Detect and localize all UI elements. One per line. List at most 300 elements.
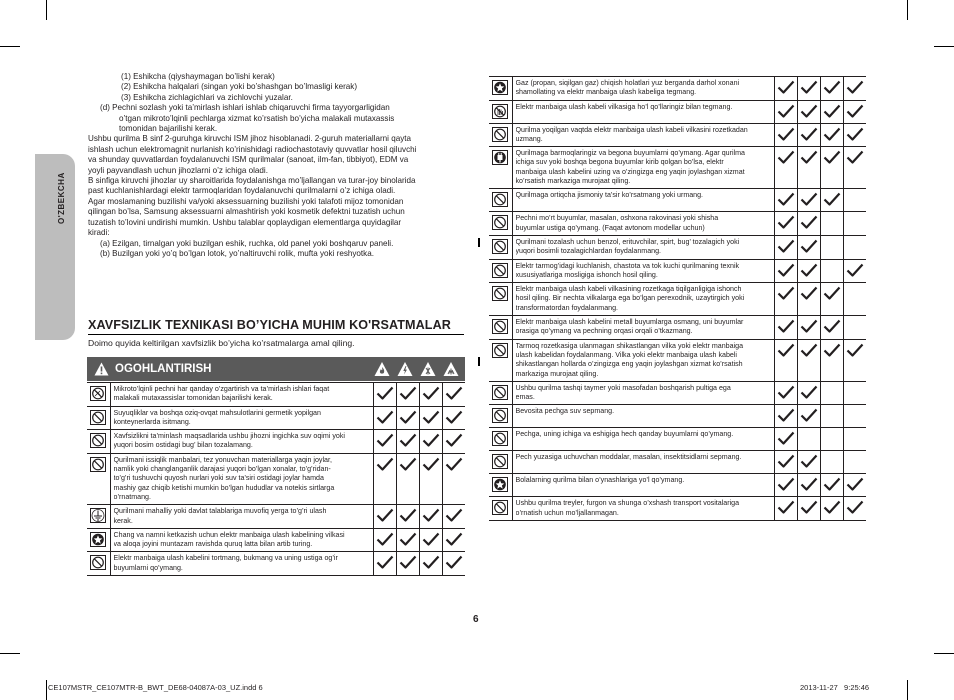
checkmark-icon xyxy=(777,478,795,495)
table-row xyxy=(489,451,866,474)
body-line: kiradi: xyxy=(88,228,110,238)
check-cell xyxy=(797,497,820,521)
row-text-line: orasiga qo’ymang va pechning orqasi orqali o’tkazmang. xyxy=(515,327,693,336)
row-icon-cell xyxy=(489,316,512,340)
section-subline: Doimo quyida keltirilgan xavfsizlik bo’yicha ko’rsatmalarga amal qiling. xyxy=(88,338,355,348)
row-text xyxy=(512,77,774,101)
check-cell xyxy=(843,212,866,236)
row-icon-cell xyxy=(489,212,512,236)
row-text-line: Mikroto’lqinli pechni har qanday o’zgartirish va ta’mirlash ishlari faqat xyxy=(113,385,330,393)
check-cell xyxy=(774,451,797,474)
checkmark-icon xyxy=(777,216,795,233)
checkmark-icon xyxy=(823,81,841,98)
checkmark-icon xyxy=(399,411,417,428)
prohibited-icon xyxy=(492,127,508,142)
row-icon-cell xyxy=(489,235,512,259)
no-disassemble-icon xyxy=(90,386,106,401)
table-row xyxy=(489,428,866,451)
check-cell xyxy=(820,235,843,259)
checkmark-icon xyxy=(777,264,795,281)
row-icon-cell xyxy=(87,383,110,407)
body-line: Ushbu qurilma B sinf 2-guruhga kiruvchi ISM jihoz hisoblanadi. 2-guruh materiallarni qayta xyxy=(88,134,412,144)
no-wet-hands-icon xyxy=(492,104,508,119)
body-line: (a) Ezilgan, tirnalgan yoki buzilgan eshik, ruchka, old panel yoki boshqaruv paneli. xyxy=(100,238,394,248)
table-row xyxy=(489,497,866,521)
body-line: past kuchlanishlardagi elektr tarmoqlaridan foydalanuvchi qurilmalarni o’z ichiga oladi. xyxy=(88,186,396,196)
checkmark-icon xyxy=(777,409,795,426)
checkmark-icon xyxy=(399,509,417,526)
checkmark-icon xyxy=(777,128,795,145)
checkmark-icon xyxy=(777,105,795,122)
prohibited-icon xyxy=(492,263,508,278)
row-text-line: Xavfsizlikni ta’minlash maqsadlarida ushbu jihozni ingichka suv oqimi yoki xyxy=(113,432,345,441)
row-text-line: Qurilmani tozalash uchun benzol, erituvchilar, spirt, bug’ tozalagich yoki xyxy=(515,237,740,246)
table-row xyxy=(87,528,465,552)
center-mark xyxy=(478,357,480,366)
check-cell xyxy=(774,283,797,316)
ground-icon xyxy=(90,508,106,523)
row-text xyxy=(110,505,373,529)
check-cell xyxy=(797,259,820,283)
table-row xyxy=(489,189,866,212)
row-text-line: Elektr tarmog’idagi kuchlanish, chastota va tok kuchi qurilmaning texnik xyxy=(515,261,740,270)
row-text-line: shikastlangan hollarda o’zingizga eng yaqin joylashgan xizmat ko’rsatish xyxy=(515,360,743,369)
prohibited-icon xyxy=(90,555,106,570)
body-line: (b) Buzilgan yoki yo’q bo’lgan lotok, yo’naltiruvchi rolik, mufta yoki reshyotka. xyxy=(100,248,374,258)
row-text xyxy=(512,381,774,405)
row-text-line: transformatordan foydalanmang. xyxy=(515,303,619,312)
row-text xyxy=(512,339,774,381)
table-row xyxy=(489,100,866,123)
checkmark-icon xyxy=(846,151,864,168)
row-text-line: uzmang. xyxy=(515,134,543,143)
check-cell xyxy=(820,497,843,521)
checkmark-icon xyxy=(777,151,795,168)
row-text-line: va aloqa joyini muntazam ravishda quruq latta bilan artib turing. xyxy=(113,540,313,549)
crop-mark xyxy=(46,0,47,20)
checkmark-icon xyxy=(800,151,818,168)
checkmark-icon xyxy=(800,478,818,495)
checkmark-icon xyxy=(823,128,841,145)
checkmark-icon xyxy=(376,533,394,550)
checkmark-icon xyxy=(777,455,795,472)
check-cell xyxy=(774,100,797,123)
row-text xyxy=(512,316,774,340)
prohibited-icon xyxy=(492,385,508,400)
check-cell xyxy=(373,552,396,576)
body-line: qilingan bo’lsa, Samsung aksessuarni almashtirish yoki kosmetik defektni tuzatish uchun xyxy=(88,207,405,217)
prohibited-icon xyxy=(90,457,106,472)
checkmark-icon xyxy=(823,478,841,495)
right-warning-table xyxy=(489,76,866,521)
prohibited-icon xyxy=(492,431,508,446)
checkmark-icon xyxy=(399,556,417,573)
body-line: Agar moslamaning buzilishi va/yoki aksessuarning buzilishi yoki talafoti mijoz tomonidan xyxy=(88,196,404,206)
table-row xyxy=(87,453,465,504)
checkmark-icon xyxy=(846,128,864,145)
row-text-line: Bevosita pechga suv sepmang. xyxy=(515,407,615,416)
row-text-line: Bolalarning qurilma bilan o’ynashlariga yo’l qo’ymang. xyxy=(515,476,685,485)
check-cell xyxy=(843,428,866,451)
checkmark-icon xyxy=(846,501,864,518)
checkmark-icon xyxy=(422,509,440,526)
row-text-line: Gaz (propan, siqilgan gaz) chiqish holatlari yuz berganda darhol xonani xyxy=(515,79,740,87)
check-cell xyxy=(797,451,820,474)
row-icon-cell xyxy=(87,430,110,454)
check-cell xyxy=(774,339,797,381)
row-text-line: o’rnatmang. xyxy=(113,492,151,501)
prohibited-icon xyxy=(90,410,106,425)
check-cell xyxy=(396,505,419,529)
prohibited-icon xyxy=(492,215,508,230)
prohibited-icon xyxy=(492,286,508,301)
row-icon-cell xyxy=(489,189,512,212)
row-text xyxy=(110,552,373,576)
checkmark-icon xyxy=(846,344,864,361)
row-text xyxy=(512,474,774,497)
section-heading: XAVFSIZLIK TEXNIKASI BO’YICHA MUHIM KO'RSATMALAR xyxy=(88,318,451,332)
row-icon-cell xyxy=(87,528,110,552)
row-text-line: xususiyatlariga mosligiga ishonch hosil qiling. xyxy=(515,270,658,279)
checkmark-icon xyxy=(800,105,818,122)
check-cell xyxy=(820,451,843,474)
checkmark-icon xyxy=(399,434,417,451)
check-cell xyxy=(396,528,419,552)
checkmark-icon xyxy=(376,458,394,475)
check-cell xyxy=(774,405,797,428)
table-row xyxy=(489,212,866,236)
check-cell xyxy=(797,381,820,405)
check-cell xyxy=(820,100,843,123)
row-text xyxy=(512,100,774,123)
checkmark-icon xyxy=(800,455,818,472)
row-icon-cell xyxy=(489,77,512,101)
crop-mark xyxy=(934,46,954,47)
check-cell xyxy=(442,552,465,576)
check-cell xyxy=(774,77,797,101)
check-cell xyxy=(797,235,820,259)
row-icon-cell xyxy=(489,428,512,451)
check-cell xyxy=(774,259,797,283)
table-row xyxy=(489,147,866,189)
row-text-line: shamollating va elektr manbaiga ulash kabeliga tegmang. xyxy=(515,88,697,97)
check-cell xyxy=(442,453,465,504)
crop-mark xyxy=(934,653,954,654)
row-text xyxy=(110,528,373,552)
checkmark-icon xyxy=(800,501,818,518)
check-cell xyxy=(797,212,820,236)
row-icon-cell xyxy=(489,100,512,123)
checkmark-icon xyxy=(422,556,440,573)
row-text-line: emas. xyxy=(515,393,535,402)
checkmark-icon xyxy=(800,240,818,257)
row-text-line: konteynerlarda isitmang. xyxy=(113,417,191,426)
check-cell xyxy=(774,189,797,212)
row-text-line: Ushbu qurilma tashqi taymer yoki masofadan boshqarish pultiga ega xyxy=(515,383,731,392)
check-cell xyxy=(419,383,442,407)
check-cell xyxy=(774,497,797,521)
check-cell xyxy=(843,100,866,123)
body-line: (2) Eshikcha halqalari (singan yoki bo’shashgan bo’lmasligi kerak) xyxy=(121,82,358,92)
check-cell xyxy=(419,406,442,430)
row-icon-cell xyxy=(489,123,512,147)
row-icon-cell xyxy=(87,453,110,504)
row-text xyxy=(512,451,774,474)
check-cell xyxy=(373,406,396,430)
table-row xyxy=(489,259,866,283)
electric-shock-icon xyxy=(397,361,413,377)
checkmark-icon xyxy=(376,509,394,526)
check-cell xyxy=(797,316,820,340)
checkmark-icon xyxy=(422,411,440,428)
checkmark-icon xyxy=(800,344,818,361)
row-text-line: yuqori bosim ostidagi bug’ bilan tozalamang. xyxy=(113,441,253,450)
row-text xyxy=(512,189,774,212)
prohibited-icon xyxy=(492,239,508,254)
table-row xyxy=(489,339,866,381)
checkmark-icon xyxy=(800,193,818,210)
table-row xyxy=(87,430,465,454)
row-text xyxy=(512,259,774,283)
mandatory-icon xyxy=(492,80,508,95)
row-icon-cell xyxy=(489,474,512,497)
language-side-tab xyxy=(35,154,75,340)
warning-header xyxy=(87,357,465,381)
checkmark-icon xyxy=(777,81,795,98)
body-line: tuzatish to’lovini undirishi mumkin. Ushbu talablar qoplaydigan elementlarga quyidagilar xyxy=(88,217,402,227)
row-text xyxy=(512,428,774,451)
prohibited-icon xyxy=(492,408,508,423)
row-text-line: ko’rsatish markaziga murojaat qiling. xyxy=(515,177,631,186)
checkmark-icon xyxy=(846,105,864,122)
checkmark-icon xyxy=(445,556,463,573)
row-text-line: Ushbu qurilma treyler, furgon va shunga o’xshash transport vositalariga xyxy=(515,499,740,508)
table-row xyxy=(489,77,866,101)
row-icon-cell xyxy=(489,339,512,381)
row-text-line: manbaiga ulash kabelini uzing va o’zingizga eng yaqin joylashgan xizmat xyxy=(515,167,745,176)
check-cell xyxy=(797,428,820,451)
checkmark-icon xyxy=(445,434,463,451)
check-cell xyxy=(774,316,797,340)
row-text xyxy=(110,406,373,430)
check-cell xyxy=(843,405,866,428)
check-cell xyxy=(774,235,797,259)
crop-mark xyxy=(907,680,908,700)
table-row xyxy=(489,123,866,147)
footer-filename: CE107MSTR_CE107MTR-B_BWT_DE68-04087A-03_UZ.indd 6 xyxy=(48,683,263,692)
row-text xyxy=(110,430,373,454)
body-text xyxy=(88,72,466,259)
check-cell xyxy=(373,383,396,407)
check-cell xyxy=(843,189,866,212)
row-icon-cell xyxy=(489,381,512,405)
row-text-line: Elektr manbaiga ulash kabelini metall buyumlarga osmang, uni buyumlar xyxy=(515,318,744,327)
row-text-line: markaziga murojaat qiling. xyxy=(515,369,599,378)
check-cell xyxy=(797,77,820,101)
check-cell xyxy=(373,453,396,504)
check-cell xyxy=(797,189,820,212)
explosion-hazard-icon xyxy=(443,361,459,377)
checkmark-icon xyxy=(823,193,841,210)
row-text xyxy=(512,123,774,147)
check-cell xyxy=(797,474,820,497)
table-row xyxy=(489,283,866,316)
row-text-line: buyumlarni qo’ymang. xyxy=(113,563,183,572)
checkmark-icon xyxy=(422,533,440,550)
checkmark-icon xyxy=(422,458,440,475)
check-cell xyxy=(442,430,465,454)
checkmark-icon xyxy=(777,320,795,337)
check-cell xyxy=(843,497,866,521)
body-line: (d) Pechni sozlash yoki ta’mirlash ishlari ishlab chiqaruvchi firma tayyorgarligidan xyxy=(100,103,390,113)
prohibited-icon xyxy=(492,454,508,469)
check-cell xyxy=(396,430,419,454)
checkmark-icon xyxy=(800,409,818,426)
prohibited-icon xyxy=(492,319,508,334)
checkmark-icon xyxy=(445,411,463,428)
table-row xyxy=(489,235,866,259)
check-cell xyxy=(843,283,866,316)
check-cell xyxy=(843,259,866,283)
check-cell xyxy=(396,453,419,504)
checkmark-icon xyxy=(399,387,417,404)
check-cell xyxy=(797,283,820,316)
check-cell xyxy=(797,147,820,189)
check-cell xyxy=(820,147,843,189)
check-cell xyxy=(419,453,442,504)
check-cell xyxy=(820,189,843,212)
checkmark-icon xyxy=(399,533,417,550)
row-icon-cell xyxy=(489,497,512,521)
table-row xyxy=(87,505,465,529)
fire-hazard-icon xyxy=(374,361,390,377)
row-icon-cell xyxy=(489,451,512,474)
checkmark-icon xyxy=(823,287,841,304)
check-cell xyxy=(843,451,866,474)
row-text-line: Tarmoq rozetkasiga ulanmagan shikastlangan vilka yoki elektr manbaiga xyxy=(515,341,744,350)
table-row xyxy=(87,383,465,407)
row-text-line: Pechni mo’rt buyumlar, masalan, oshxona rakovinasi yoki shisha xyxy=(515,214,719,223)
checkmark-icon xyxy=(422,434,440,451)
row-icon-cell xyxy=(489,283,512,316)
checkmark-icon xyxy=(823,501,841,518)
prohibited-icon xyxy=(492,192,508,207)
check-cell xyxy=(820,339,843,381)
crop-mark xyxy=(907,0,908,20)
check-cell xyxy=(774,212,797,236)
row-text-line: Elektr manbaiga ulash kabelini tortmang, bukmang va uning ustiga og’ir xyxy=(113,554,338,563)
row-icon-cell xyxy=(87,505,110,529)
checkmark-icon xyxy=(823,105,841,122)
checkmark-icon xyxy=(800,264,818,281)
checkmark-icon xyxy=(777,193,795,210)
checkmark-icon xyxy=(777,287,795,304)
body-line: yoyli payvandlash uchun jihozlarni o’z ichiga oladi. xyxy=(88,165,268,175)
check-cell xyxy=(843,381,866,405)
checkmark-icon xyxy=(445,533,463,550)
prohibited-icon xyxy=(90,433,106,448)
unplug-icon xyxy=(492,150,508,165)
left-warning-table xyxy=(87,382,465,576)
row-text-line: Qurilmani issiqlik manbalari, tez yonuvchan materiallarga yaqin joylar, xyxy=(113,455,332,464)
row-text-line: Suyuqliklar va boshqa oziq-ovqat mahsulotlarini germetik yopilgan xyxy=(113,408,321,417)
row-text-line: Qurilma yoqilgan vaqtda elektr manbaiga ulash kabeli vilkasini rozetkadan xyxy=(515,125,748,134)
checkmark-icon xyxy=(445,458,463,475)
checkmark-icon xyxy=(777,344,795,361)
row-text xyxy=(512,497,774,521)
check-cell xyxy=(774,123,797,147)
row-text xyxy=(512,147,774,189)
check-cell xyxy=(843,235,866,259)
check-cell xyxy=(396,552,419,576)
row-icon-cell xyxy=(87,552,110,576)
row-text-line: Qurilmani mahalliy yoki davlat talablariga muvofiq yerga to’g’ri ulash xyxy=(113,507,327,516)
row-text xyxy=(512,235,774,259)
row-icon-cell xyxy=(489,259,512,283)
checkmark-icon xyxy=(445,509,463,526)
checkmark-icon xyxy=(777,240,795,257)
check-cell xyxy=(820,381,843,405)
checkmark-icon xyxy=(823,344,841,361)
check-cell xyxy=(419,505,442,529)
prohibited-icon xyxy=(492,500,508,515)
checkmark-icon xyxy=(376,556,394,573)
row-text-line: Elektr manbaiga ulash kabeli vilkasiga ho’l qo’llaringiz bilan tegmang. xyxy=(515,102,733,111)
row-text xyxy=(512,283,774,316)
mandatory-icon xyxy=(492,477,508,492)
row-text-line: Elektr manbaiga ulash kabeli vilkasining rozetkaga tiqilganligiga ishonch xyxy=(515,285,742,294)
check-cell xyxy=(820,428,843,451)
checkmark-icon xyxy=(376,411,394,428)
row-text-line: namlik yoki changlanganlik darajasi yuqori bo’lgan xonalar, to’g’ridan- xyxy=(113,465,331,474)
row-text-line: kerak. xyxy=(113,516,133,525)
table-row xyxy=(87,552,465,576)
checkmark-icon xyxy=(777,432,795,449)
checkmark-icon xyxy=(800,320,818,337)
checkmark-icon xyxy=(800,287,818,304)
check-cell xyxy=(373,528,396,552)
checkmark-icon xyxy=(846,81,864,98)
row-text-line: hosil qiling. Bir nechta vilkalarga ega bo’lgan perexodnik, uzaytirgich yoki xyxy=(515,294,745,303)
table-row xyxy=(489,474,866,497)
checkmark-icon xyxy=(846,478,864,495)
row-icon-cell xyxy=(87,406,110,430)
check-cell xyxy=(442,383,465,407)
checkmark-icon xyxy=(399,458,417,475)
radiation-hazard-icon xyxy=(420,361,436,377)
row-text xyxy=(110,453,373,504)
body-line: (3) Eshikcha zichlagichlari va zichlovchi yuzalar. xyxy=(121,92,293,102)
check-cell xyxy=(843,316,866,340)
table-row xyxy=(489,381,866,405)
check-cell xyxy=(843,77,866,101)
warning-title: OGOHLANTIRISH xyxy=(115,363,212,375)
table-row xyxy=(87,406,465,430)
check-cell xyxy=(843,474,866,497)
check-cell xyxy=(820,123,843,147)
center-mark xyxy=(478,238,480,247)
row-text-line: Pech yuzasiga uchuvchan moddalar, masalan, insektitsidlarni sepmang. xyxy=(515,453,742,462)
check-cell xyxy=(396,406,419,430)
checkmark-icon xyxy=(800,216,818,233)
body-line: o’tgan mikroto’lqinli pechlarga xizmat ko’rsatish bo’yicha malakali mutaxassis xyxy=(119,113,395,123)
checkmark-icon xyxy=(777,501,795,518)
table-row xyxy=(489,316,866,340)
checkmark-icon xyxy=(800,81,818,98)
check-cell xyxy=(419,430,442,454)
warning-triangle-icon xyxy=(94,362,109,376)
check-cell xyxy=(820,316,843,340)
